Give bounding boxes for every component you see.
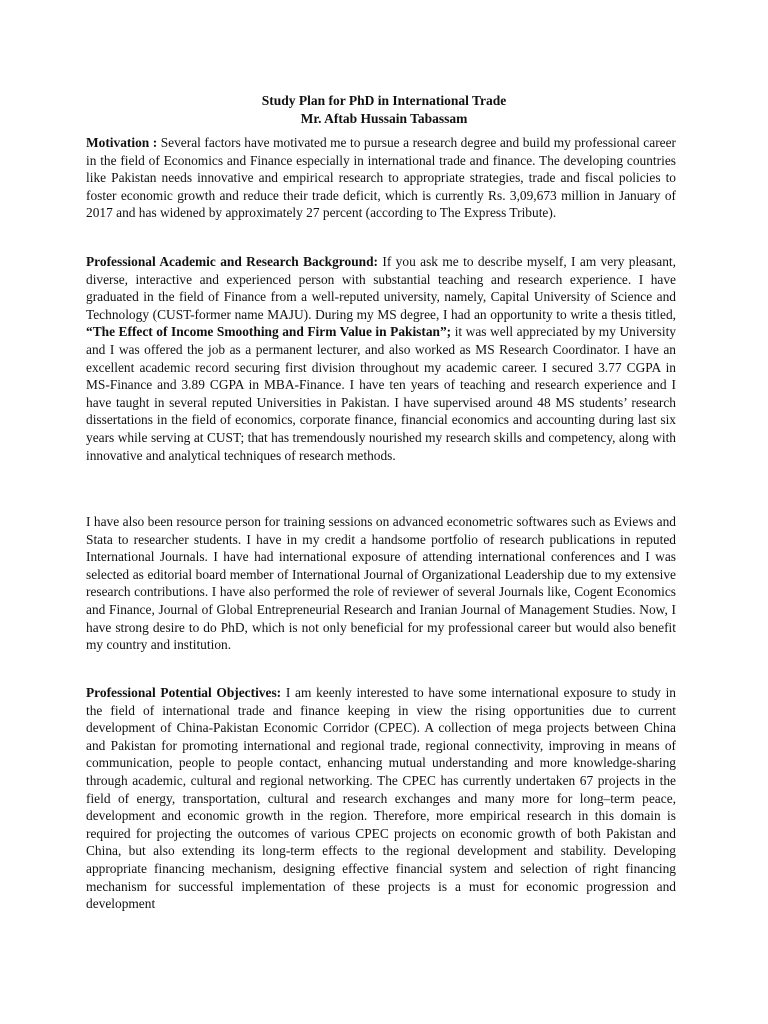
resource-person-paragraph: I have also been resource person for training sessions on advanced econometric softwares such as Eviews and Stata to researcher students. I have in my credit a handsome portfolio of research publications in reputed International Journals. I have had international exposure of attending international conferences and I was selected as editorial board member of International Journal of Organizational Leadership due to my extensive research contributions. I have also performed the role of reviewer of several Journals like, Cogent Economics and Finance, Journal of Global Entrepreneurial Research and Iranian Journal of Management Studies. Now, I have strong desire to do PhD, which is not only beneficial for my professional career but would also benefit my country and institution. [86,514,676,653]
motivation-paragraph [86,134,676,222]
document-title: Study Plan for PhD in International Trade [261,93,507,108]
background-paragraph [86,253,676,464]
background-heading: Professional Academic and Research Background: [86,254,379,269]
thesis-title: “The Effect of Income Smoothing and Firm Value in Pakistan”; [86,324,452,340]
background-text-2: it was well appreciated by my University and I was offered the job as a permanent lecturer, and also worked as MS Research Coordinator. I have an excellent academic record securing first division throughout my academic career. I secured 3.77 CGPA in MS-Finance and 3.89 CGPA in MBA-Finance. I have ten years of teaching and research experience and I have taught in several reputed Universities in Pakistan. I have supervised around 48 MS students’ research dissertations in the field of economics, corporate finance, financial economics and accounting during last six years while serving at CUST; that has tremendously nourished my research skills and competency, along with innovative and analytical techniques of research methods. [86,324,676,463]
motivation-heading: Motivation : [86,135,158,150]
motivation-text: Several factors have motivated me to pursue a research degree and build my professional career in the field of Economics and Finance especially in international trade and finance. The developing countries like Pakistan needs innovative and empirical research to appropriate strategies, trade and fiscal policies to foster economic growth and reduce their trade deficit, which is currently Rs. 3,09,673 million in January of 2017 and has widened by approximately 27 percent (according to The Express Tribute). [86,135,676,221]
objectives-text: I am keenly interested to have some international exposure to study in the field of international trade and finance keeping in view the rising opportunities due to current development of China-Pakistan Economic Corridor (CPEC). A collection of mega projects between China and Pakistan for promoting international and regional trade, regional connectivity, improving in means of communication, people to people contact, enhancing mutual understanding and more knowledge-sharing through academic, cultural and regional networking. The CPEC has currently undertaken 67 projects in the field of energy, transportation, cultural and research exchanges and many more for long–term peace, development and economic growth in the region. Therefore, more empirical research in this domain is required for projecting the outcomes of various CPEC projects on economic growth of both Pakistan and China, but also extending its long-term effects to the regional development and stability. Developing appropriate financing mechanism, designing effective financial system and selection of right financing mechanism for successful implementation of these projects is a must for economic progression and development [86,685,676,912]
objectives-paragraph [86,684,676,913]
document-author: Mr. Aftab Hussain Tabassam [300,111,468,126]
background-text-1: If you ask me to describe myself, I am very pleasant, diverse, interactive and experienced person with substantial teaching and research experience. I have graduated in the field of Finance from a well-reputed university, namely, Capital University of Science and Technology (CUST-former name MAJU). During my MS degree, I had an opportunity to write a thesis titled, [86,254,676,322]
objectives-heading: Professional Potential Objectives: [86,685,282,700]
